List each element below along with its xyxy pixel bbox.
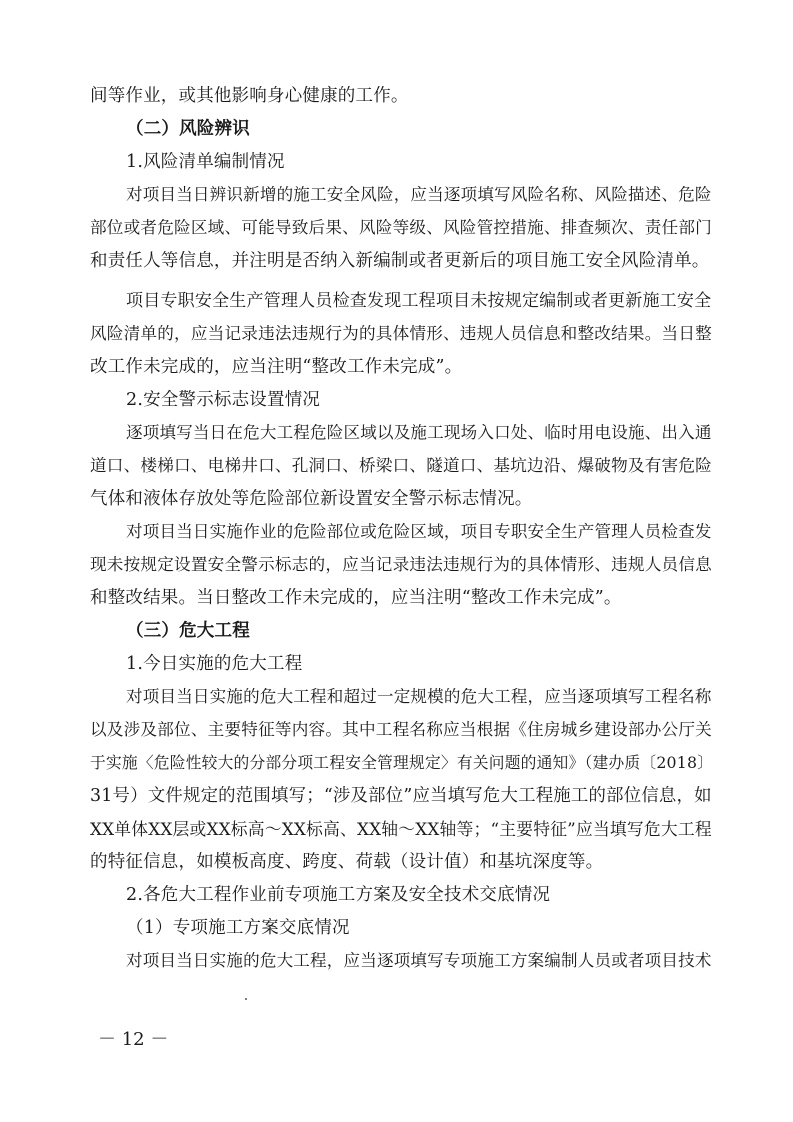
- paragraph-line: 以及涉及部位、主要特征等内容。其中工程名称应当根据《住房城乡建设部办公厅关: [90, 720, 712, 739]
- section-heading-risk-identification: （二）风险辨识: [126, 119, 250, 139]
- paragraph-line: 于实施〈危险性较大的分部分项工程安全管理规定〉有关问题的通知》（建办质〔2018〕: [90, 753, 714, 772]
- paragraph-line: 对项目当日实施作业的危险部位或危险区域，项目专职安全生产管理人员检查发: [126, 522, 712, 541]
- subheading-today-works: 1.今日实施的危大工程: [126, 654, 303, 674]
- paragraph-line: 风险清单的，应当记录违法违规行为的具体情形、违规人员信息和整改结果。当日整: [90, 324, 712, 343]
- paragraph-line: 对项目当日实施的危大工程，应当逐项填写专项施工方案编制人员或者项目技术: [126, 951, 712, 970]
- paragraph-line: 对项目当日辨识新增的施工安全风险，应当逐项填写风险名称、风险描述、危险: [126, 185, 712, 204]
- paragraph-line: XX单体XX层或XX标高～XX标高、XX轴～XX轴等；“主要特征”应当填写危大工程: [90, 819, 712, 839]
- section-heading-major-hazard-works: （三）危大工程: [126, 621, 250, 641]
- page-number: － 12 －: [98, 1029, 169, 1050]
- scan-speck: [245, 998, 247, 1000]
- subheading-warning-signs: 2.安全警示标志设置情况: [126, 390, 321, 410]
- subheading-risk-list: 1.风险清单编制情况: [126, 152, 285, 172]
- paragraph-line: 31号）文件规定的范围填写；“涉及部位”应当填写危大工程施工的部位信息，如: [90, 786, 712, 806]
- subheading-special-plans: 2.各危大工程作业前专项施工方案及安全技术交底情况: [126, 885, 551, 905]
- paragraph-line: 部位或者危险区域、可能导致后果、风险等级、风险管控措施、排查频次、责任部门: [90, 218, 712, 237]
- subheading-plan-briefing: （1）专项施工方案交底情况: [126, 918, 350, 938]
- paragraph-line: 和责任人等信息，并注明是否纳入新编制或者更新后的项目施工安全风险清单。: [90, 251, 710, 271]
- paragraph-line: 对项目当日实施的危大工程和超过一定规模的危大工程，应当逐项填写工程名称: [126, 687, 712, 706]
- paragraph-line: 逐项填写当日在危大工程危险区域以及施工现场入口处、临时用电设施、出入通: [126, 423, 712, 442]
- text-line: 间等作业，或其他影响身心健康的工作。: [90, 86, 409, 106]
- paragraph-line: 改工作未完成的，应当注明“整改工作未完成”。: [90, 357, 463, 377]
- paragraph-line: 的特征信息，如模板高度、跨度、荷载（设计值）和基坑深度等。: [90, 852, 604, 872]
- paragraph-line: 道口、楼梯口、电梯井口、孔洞口、桥梁口、隧道口、基坑边沿、爆破物及有害危险: [90, 456, 712, 475]
- paragraph-line: 气体和液体存放处等危险部位新设置安全警示标志情况。: [90, 489, 533, 509]
- paragraph-line: 和整改结果。当日整改工作未完成的，应当注明“整改工作未完成”。: [90, 588, 622, 608]
- paragraph-line: 现未按规定设置安全警示标志的，应当记录违法违规行为的具体情形、违规人员信息: [90, 555, 712, 574]
- paragraph-line: 项目专职安全生产管理人员检查发现工程项目未按规定编制或者更新施工安全: [126, 291, 712, 311]
